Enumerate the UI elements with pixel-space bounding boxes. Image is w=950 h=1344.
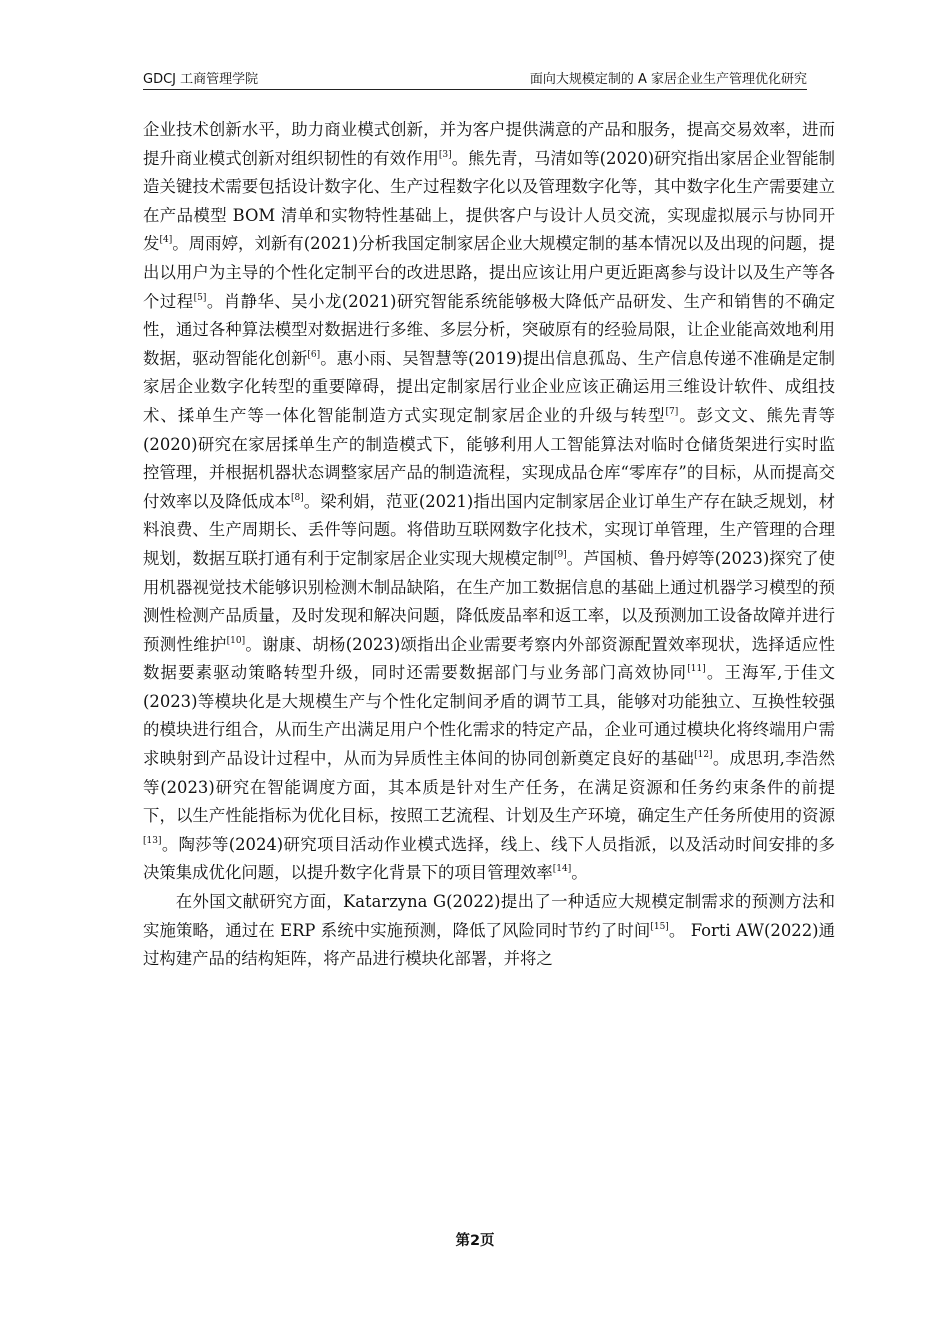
header-school: GDCJ 工商管理学院 xyxy=(143,72,259,87)
citation-ref: [7] xyxy=(665,406,679,417)
text-run: 。 xyxy=(571,863,588,883)
text-run: 。成思玥,李浩然等(2023)研究在智能调度方面，其本质是针对生产任务，在满足资源和任务约束条件的前提下，以生产性能指标为优化目标，按照工艺流程、计划及生产环境，确定生产任务所使用的资源 xyxy=(143,749,835,826)
running-header xyxy=(143,68,807,88)
text-run: 。芦国桢、鲁丹婷等(2023)探究了使用机器视觉技术能够识别检测木制品缺陷，在生产加工数据信息的基础上通过机器学习模型的预测性检测产品质量，及时发现和解决问题，降低废品率和返工率，以及预测加工设备故障并进行预测性维护 xyxy=(143,548,835,654)
page-number: 第2页 xyxy=(455,1233,495,1249)
citation-ref: [15] xyxy=(650,921,669,932)
text-run: 企业技术创新水平，助力商业模式创新，并为客户提供满意的产品和服务，提高交易效率，进而提升商业模式创新对组织韧性的有效作用 xyxy=(143,120,835,168)
citation-ref: [14] xyxy=(552,864,572,875)
citation-ref: [11] xyxy=(687,664,706,675)
text-run: 在外国文献研究方面，Katarzyna G(2022)提出了一种适应大规模定制需求的预测方法和实施策略，通过在 ERP 系统中实施预测，降低了风险同时节约了时间 xyxy=(143,892,835,940)
citation-ref: [9] xyxy=(553,549,567,560)
text-run: 。周雨婷，刘新有(2021)分析我国定制家居企业大规模定制的基本情况以及出现的问题，提出以用户为主导的个性化定制平台的改进思路，提出应该让用户更近距离参与设计以及生产等各个过程 xyxy=(143,234,836,311)
paragraph xyxy=(143,888,835,974)
text-run: 。熊先青，马清如等(2020)研究指出家居企业智能制造关键技术需要包括设计数字化、生产过程数字化以及管理数字化等，其中数字化生产需要建立在产品模型 BOM 清单和实物特性基础上，提供客户与设计人员交流，实现虚拟展示与协同开发 xyxy=(143,148,835,254)
text-run: 。谢康、胡杨(2023)颂指出企业需要考察内外部资源配置效率现状，选择适应性数据要素驱动策略转型升级，同时还需要数据部门与业务部门高效协同 xyxy=(143,634,835,683)
citation-ref: [10] xyxy=(226,635,246,646)
text-run: 。王海军,于佳文(2023)等模块化是大规模生产与个性化定制间矛盾的调节工具，能够对功能独立、互换性较强的模块进行组合，从而生产出满足用户个性化需求的特定产品，企业可通过模块化将终端用户需求映射到产品设计过程中，从而为异质性主体间的协同创新奠定良好的基础 xyxy=(143,663,836,769)
body-text xyxy=(143,116,835,974)
header-thesis-title: 面向大规模定制的 A 家居企业生产管理优化研究 xyxy=(529,72,807,87)
citation-ref: [8] xyxy=(290,492,304,503)
text-run: 。梁利娟，范亚(2021)指出国内定制家居企业订单生产存在缺乏规划，材料浪费、生产周期长、丢件等问题。将借助互联网数字化技术，实现订单管理，生产管理的合理规划，数据互联打通有利于定制家居企业实现大规模定制 xyxy=(143,491,835,568)
citation-ref: [6] xyxy=(307,349,321,360)
citation-ref: [12] xyxy=(694,750,713,761)
text-run: 。彭文文、熊先青等(2020)研究在家居揉单生产的制造模式下，能够利用人工智能算法对临时仓储货架进行实时监控管理，并根据机器状态调整家居产品的制造流程，实现成品仓库“零库存”的目标，从而提高交付效率以及降低成本 xyxy=(143,405,835,511)
citation-ref: [3] xyxy=(438,149,452,160)
text-run: 。肖静华、吴小龙(2021)研究智能系统能够极大降低产品研发、生产和销售的不确定性，通过各种算法模型对数据进行多维、多层分析，突破原有的经验局限，让企业能高效地利用数据，驱动智能化创新 xyxy=(143,291,836,368)
text-run: 。惠小雨、吴智慧等(2019)提出信息孤岛、生产信息传递不准确是定制家居企业数字化转型的重要障碍，提出定制家居行业企业应该正确运用三维设计软件、成组技术、揉单生产等一体化智能制造方式实现定制家居企业的升级与转型 xyxy=(143,348,835,425)
text-run: 。 Forti AW(2022)通过构建产品的结构矩阵，将产品进行模块化部署，并将之 xyxy=(143,920,835,969)
citation-ref: [5] xyxy=(193,292,207,303)
text-run: 。陶莎等(2024)研究项目活动作业模式选择，线上、线下人员指派，以及活动时间安排的多决策集成优化问题，以提升数字化背景下的项目管理效率 xyxy=(143,834,835,883)
header-rule xyxy=(143,89,807,90)
paragraph xyxy=(143,116,835,888)
citation-ref: [4] xyxy=(159,235,173,246)
citation-ref: [13] xyxy=(143,835,162,846)
